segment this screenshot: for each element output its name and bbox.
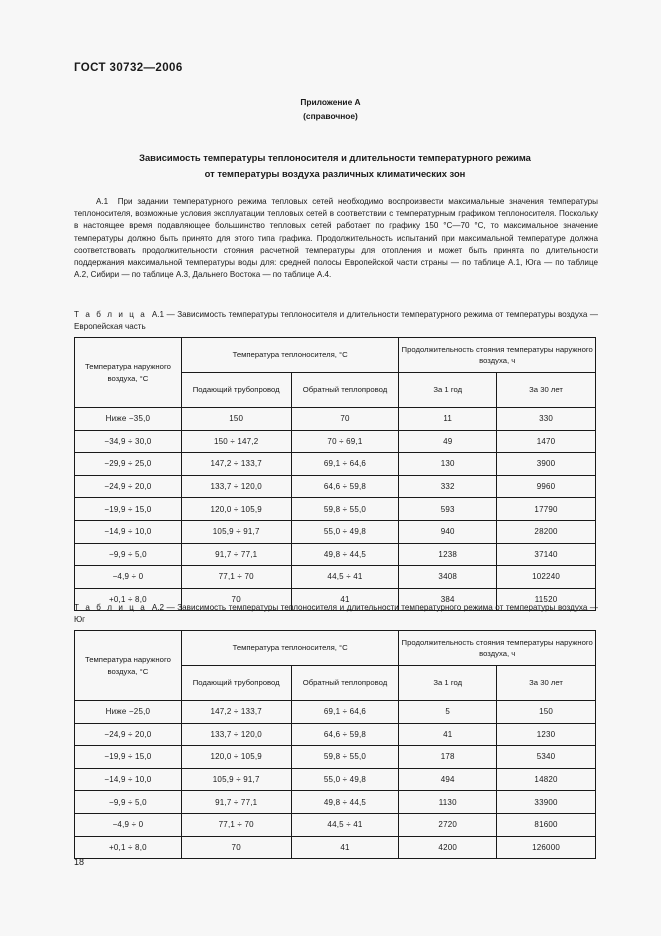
table-cell: 33900 [497, 791, 596, 814]
table-cell: 91,7 ÷ 77,1 [181, 543, 291, 566]
annex-title-line-1: Зависимость температуры теплоносителя и длительности температурного режима [139, 152, 531, 163]
table-cell: 178 [399, 746, 497, 769]
table-cell: 14820 [497, 768, 596, 791]
page-number: 18 [74, 857, 85, 867]
table-cell: 133,7 ÷ 120,0 [181, 723, 291, 746]
table-cell: +0,1 ÷ 8,0 [75, 588, 182, 611]
table-cell: −24,9 ÷ 20,0 [75, 475, 182, 498]
table-cell: −4,9 ÷ 0 [75, 813, 182, 836]
table-cell: 41 [291, 588, 399, 611]
table-a2-caption [74, 602, 598, 627]
table-cell: 69,1 ÷ 64,6 [291, 453, 399, 476]
annex-kind: (справочное) [303, 111, 358, 121]
table-cell: 3408 [399, 566, 497, 589]
annex-title [74, 150, 596, 181]
table-row [75, 498, 596, 521]
standard-identifier: ГОСТ 30732—2006 [74, 62, 183, 74]
table-cell: 330 [497, 408, 596, 431]
table-cell: 41 [291, 836, 399, 859]
table-row [75, 408, 596, 431]
table-cell: 49 [399, 430, 497, 453]
table-row [75, 791, 596, 814]
table-a1-header-outdoor-temp: Температура наружного воздуха, °С [75, 338, 182, 408]
table-cell: 81600 [497, 813, 596, 836]
table-cell: 1230 [497, 723, 596, 746]
table-cell: 940 [399, 520, 497, 543]
table-cell: 593 [399, 498, 497, 521]
table-a2-header-return-pipe: Обратный теплопровод [291, 666, 399, 701]
table-cell: −4,9 ÷ 0 [75, 566, 182, 589]
table-a2-caption-number: А.2 [151, 603, 164, 612]
table-a1-caption-label: Т а б л и ц а [74, 310, 147, 319]
table-cell: 3900 [497, 453, 596, 476]
table-a1-header-per-year: За 1 год [399, 373, 497, 408]
table-cell: 64,6 ÷ 59,8 [291, 475, 399, 498]
table-cell: 9960 [497, 475, 596, 498]
table-cell: 4200 [399, 836, 497, 859]
table-cell: 120,0 ÷ 105,9 [181, 498, 291, 521]
table-row [75, 520, 596, 543]
table-cell: 28200 [497, 520, 596, 543]
table-cell: 59,8 ÷ 55,0 [291, 746, 399, 769]
clause-number: А.1 [96, 197, 109, 206]
table-cell: 70 [181, 836, 291, 859]
table-cell: 494 [399, 768, 497, 791]
table-cell: 70 [181, 588, 291, 611]
table-cell: 64,6 ÷ 59,8 [291, 723, 399, 746]
table-cell: 1238 [399, 543, 497, 566]
table-cell: 150 ÷ 147,2 [181, 430, 291, 453]
table-cell: 69,1 ÷ 64,6 [291, 701, 399, 724]
table-a1-header-supply-pipe: Подающий трубопровод [181, 373, 291, 408]
table-cell: 5 [399, 701, 497, 724]
table-row [75, 475, 596, 498]
table-cell: −14,9 ÷ 10,0 [75, 768, 182, 791]
table-cell: 44,5 ÷ 41 [291, 566, 399, 589]
table-a2-header-coolant-temp: Температура теплоносителя, °С [181, 631, 399, 666]
table-a2 [74, 630, 596, 859]
table-cell: 77,1 ÷ 70 [181, 566, 291, 589]
table-a2-header-outdoor-temp: Температура наружного воздуха, °С [75, 631, 182, 701]
table-cell: 55,0 ÷ 49,8 [291, 768, 399, 791]
table-a1-caption-number: А.1 [151, 310, 164, 319]
table-a2-caption-text: — Зависимость температуры теплоносителя и длительности температурного режима от температуры воздуха — Юг [74, 603, 598, 625]
table-a2-head [75, 631, 596, 701]
table-cell: 11 [399, 408, 497, 431]
clause-a1-paragraph [74, 196, 598, 281]
table-row [75, 813, 596, 836]
table-cell: 120,0 ÷ 105,9 [181, 746, 291, 769]
table-a1-caption [74, 309, 598, 334]
table-a1-header-return-pipe: Обратный теплопровод [291, 373, 399, 408]
table-a1-body [75, 408, 596, 611]
table-cell: 384 [399, 588, 497, 611]
annex-label: Приложение А [300, 97, 361, 107]
table-a2-body [75, 701, 596, 859]
table-cell: Ниже −35,0 [75, 408, 182, 431]
table-a2-header-row-1 [75, 631, 596, 666]
table-cell: −14,9 ÷ 10,0 [75, 520, 182, 543]
table-row [75, 746, 596, 769]
table-cell: −9,9 ÷ 5,0 [75, 791, 182, 814]
table-cell: 44,5 ÷ 41 [291, 813, 399, 836]
table-cell: 102240 [497, 566, 596, 589]
table-cell: 49,8 ÷ 44,5 [291, 543, 399, 566]
table-cell: −9,9 ÷ 5,0 [75, 543, 182, 566]
table-cell: 126000 [497, 836, 596, 859]
table-cell: 91,7 ÷ 77,1 [181, 791, 291, 814]
table-a2-header-per-30-years: За 30 лет [497, 666, 596, 701]
table-cell: 49,8 ÷ 44,5 [291, 791, 399, 814]
table-cell: 17790 [497, 498, 596, 521]
table-cell: 133,7 ÷ 120,0 [181, 475, 291, 498]
table-cell: 55,0 ÷ 49,8 [291, 520, 399, 543]
clause-body: При задании температурного режима тепловых сетей необходимо воспроизвести максимальные значения температуры теплоносителя, возможные условия эксплуатации тепловых сетей в соответствии с температурным графиком теплоносителя. Поскольку в настоящее время подавляющее большинство тепловых сетей работает по графику 150 °С—70 °С, то максимальное значение температуры должно быть принято для этого типа графика. Продолжительность испытаний при максимальной температуре должна соответствовать продолжительности стояния расчетной температуры для отопления и может быть принята по длительности поддержания максимальной температуры воды для: средней полосы Европейской части страны — по таблице А.1, Юга — по таблице А.2, Сибири — по таблице А.3, Дальнего Востока — по таблице А.4. [74, 197, 598, 280]
table-cell: −19,9 ÷ 15,0 [75, 746, 182, 769]
table-a1-header-duration: Продолжительность стояния температуры наружного воздуха, ч [399, 338, 596, 373]
table-a1-header-per-30-years: За 30 лет [497, 373, 596, 408]
table-cell: +0,1 ÷ 8,0 [75, 836, 182, 859]
table-cell: 147,2 ÷ 133,7 [181, 453, 291, 476]
table-a2-header-supply-pipe: Подающий трубопровод [181, 666, 291, 701]
table-cell: Ниже −25,0 [75, 701, 182, 724]
table-cell: 1470 [497, 430, 596, 453]
table-row [75, 453, 596, 476]
table-a2-header-duration: Продолжительность стояния температуры наружного воздуха, ч [399, 631, 596, 666]
table-cell: 105,9 ÷ 91,7 [181, 768, 291, 791]
table-cell: −24,9 ÷ 20,0 [75, 723, 182, 746]
table-row [75, 430, 596, 453]
table-row [75, 701, 596, 724]
table-a1-head [75, 338, 596, 408]
table-cell: 41 [399, 723, 497, 746]
table-cell: 130 [399, 453, 497, 476]
table-row [75, 836, 596, 859]
table-a2-header-per-year: За 1 год [399, 666, 497, 701]
table-cell: −29,9 ÷ 25,0 [75, 453, 182, 476]
table-cell: 70 [291, 408, 399, 431]
table-cell: 77,1 ÷ 70 [181, 813, 291, 836]
table-cell: 37140 [497, 543, 596, 566]
table-a2-caption-label: Т а б л и ц а [74, 603, 147, 612]
table-row [75, 723, 596, 746]
table-row [75, 543, 596, 566]
table-cell: 150 [497, 701, 596, 724]
table-cell: 150 [181, 408, 291, 431]
table-cell: 11520 [497, 588, 596, 611]
annex-title-line-2: от температуры воздуха различных климатических зон [204, 167, 466, 179]
table-cell: 332 [399, 475, 497, 498]
table-cell: 70 ÷ 69,1 [291, 430, 399, 453]
table-row [75, 768, 596, 791]
annex-heading [0, 95, 661, 123]
table-a1 [74, 337, 596, 611]
table-cell: 105,9 ÷ 91,7 [181, 520, 291, 543]
table-cell: 5340 [497, 746, 596, 769]
table-a1-header-row-1 [75, 338, 596, 373]
table-cell: −34,9 ÷ 30,0 [75, 430, 182, 453]
table-cell: 1130 [399, 791, 497, 814]
table-a1-header-coolant-temp: Температура теплоносителя, °С [181, 338, 399, 373]
table-cell: 147,2 ÷ 133,7 [181, 701, 291, 724]
table-cell: 59,8 ÷ 55,0 [291, 498, 399, 521]
table-cell: 2720 [399, 813, 497, 836]
table-cell: −19,9 ÷ 15,0 [75, 498, 182, 521]
table-row [75, 566, 596, 589]
table-a1-caption-text: — Зависимость температуры теплоносителя и длительности температурного режима от температуры воздуха — Европейская часть [74, 310, 598, 332]
